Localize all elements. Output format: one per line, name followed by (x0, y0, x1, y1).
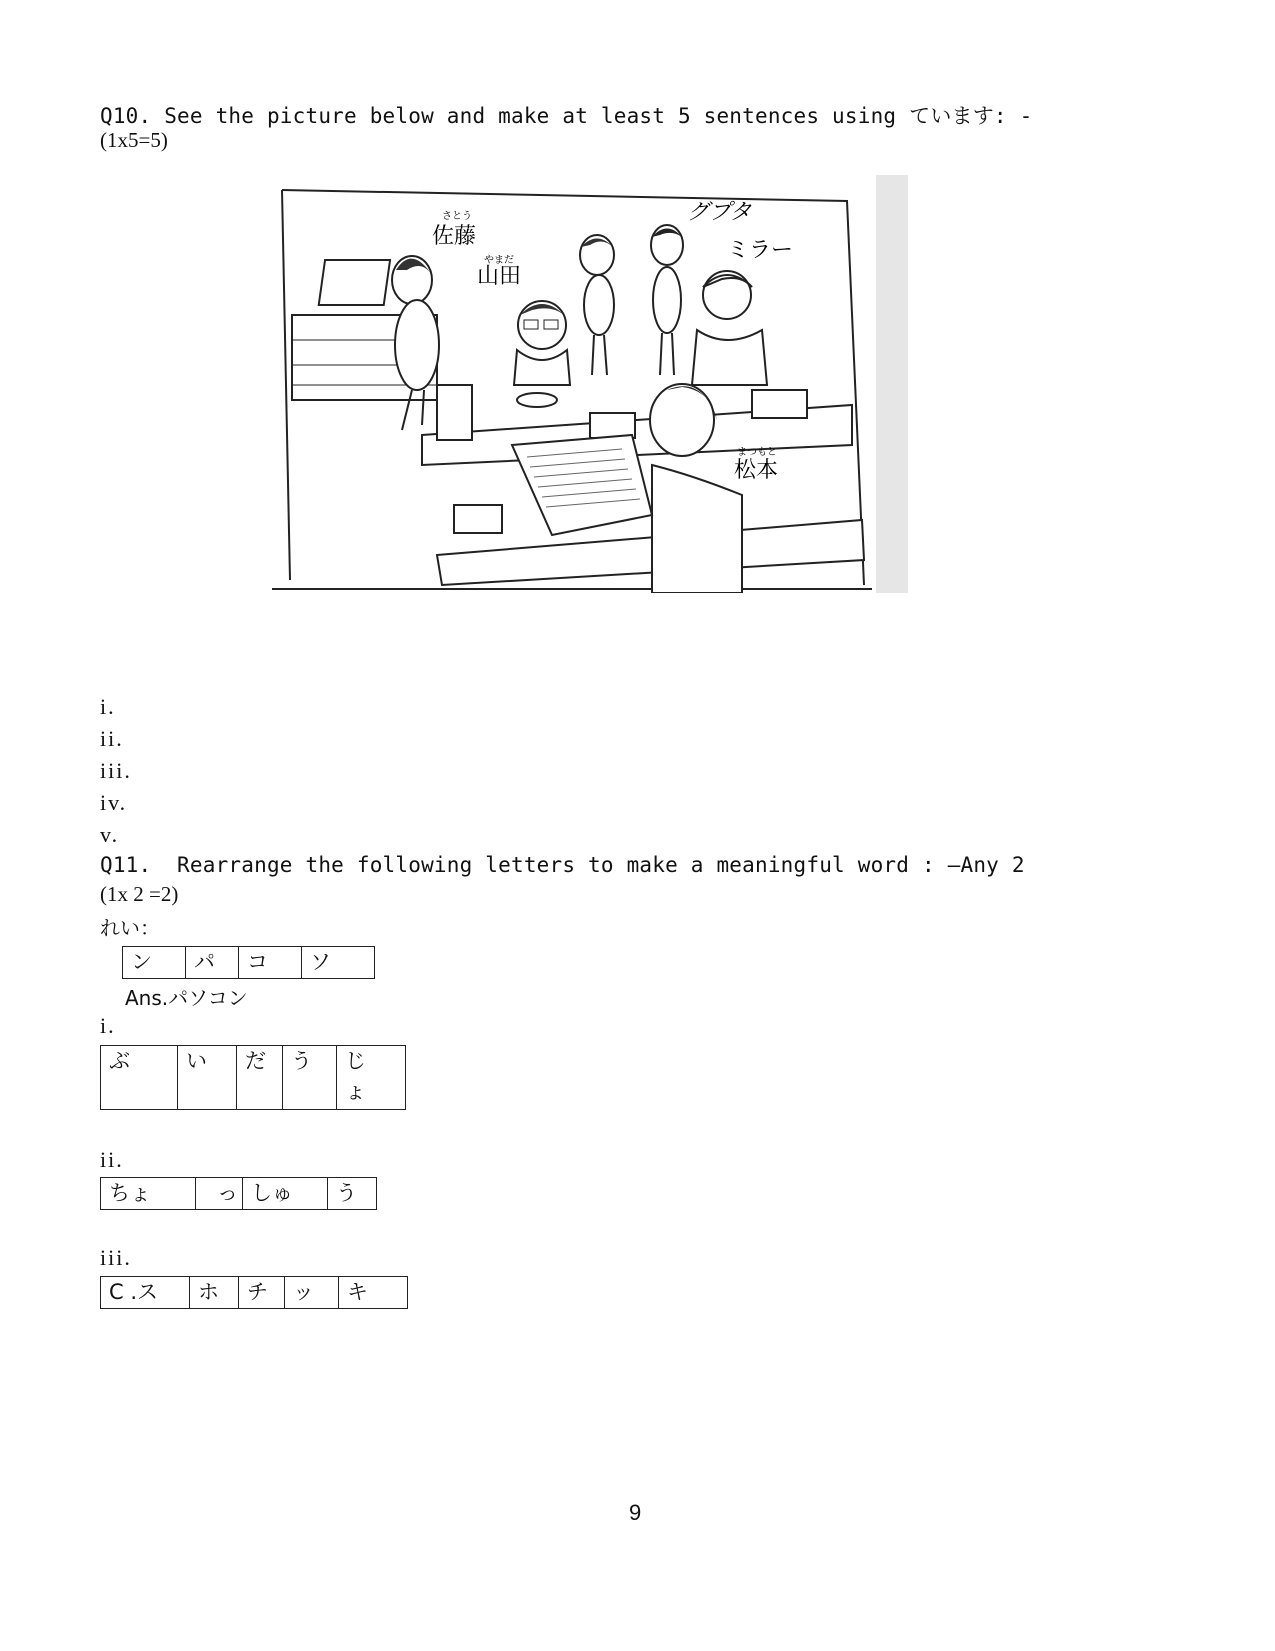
q11-item-2-label: ii. (100, 1147, 124, 1172)
tile: パ (186, 947, 239, 979)
q10-question-text: Q10. See the picture below and make at least 5 sentences using ています: - (100, 104, 1033, 128)
item-3-tile-row (100, 1276, 408, 1309)
tile: ぶ (101, 1046, 178, 1110)
tile: ソ (302, 947, 375, 979)
tile: ちょ (101, 1178, 196, 1210)
label-miller: ミラー (727, 238, 794, 263)
tile: う (328, 1178, 377, 1210)
label-yamada-furigana: やまだ (484, 255, 514, 266)
tile: じ ょ (337, 1046, 406, 1110)
tile: C .ス (101, 1277, 190, 1309)
page-number: 9 (629, 1500, 642, 1525)
tile: しゅ (243, 1178, 328, 1210)
tile: コ (239, 947, 302, 979)
label-yamada: 山田 (477, 264, 522, 289)
q10-answer-line-1: i. (100, 694, 116, 719)
item-1-tile-row (100, 1045, 406, 1110)
q10-answer-line-2: ii. (100, 726, 124, 751)
q10-answer-line-3: iii. (100, 758, 132, 783)
q11-marks: (1x 2 =2) (100, 882, 179, 906)
label-sato-furigana: さとう (442, 211, 472, 222)
label-sato: 佐藤 (432, 224, 477, 249)
tile: う (283, 1046, 337, 1110)
q10-answer-line-5: v. (100, 822, 120, 847)
q10-answer-line-4: iv. (100, 790, 128, 815)
label-matsumoto-furigana: まつもと (737, 447, 777, 458)
tile: ッ (285, 1277, 339, 1309)
q11-example-label: れい： (100, 916, 160, 940)
example-tile-row (122, 946, 375, 979)
q10-marks: (1x5=5) (100, 128, 168, 152)
tile: キ (339, 1277, 408, 1309)
label-matsumoto: 松本 (734, 458, 779, 483)
item-2-tile-row (100, 1177, 377, 1210)
tile: ホ (190, 1277, 239, 1309)
tile: ン (123, 947, 186, 979)
q11-question-text: Q11. Rearrange the following letters to make a meaningful word : —Any 2 (100, 853, 1025, 877)
tile: っ (196, 1178, 243, 1210)
office-illustration (272, 175, 908, 593)
tile: チ (239, 1277, 285, 1309)
tile: だ (237, 1046, 283, 1110)
q11-item-1-label: i. (100, 1013, 116, 1038)
q11-item-3-label: iii. (100, 1245, 132, 1270)
tile: い (178, 1046, 237, 1110)
label-gupta: グプタ (687, 200, 752, 225)
q11-example-answer: Ans.パソコン (125, 986, 248, 1010)
